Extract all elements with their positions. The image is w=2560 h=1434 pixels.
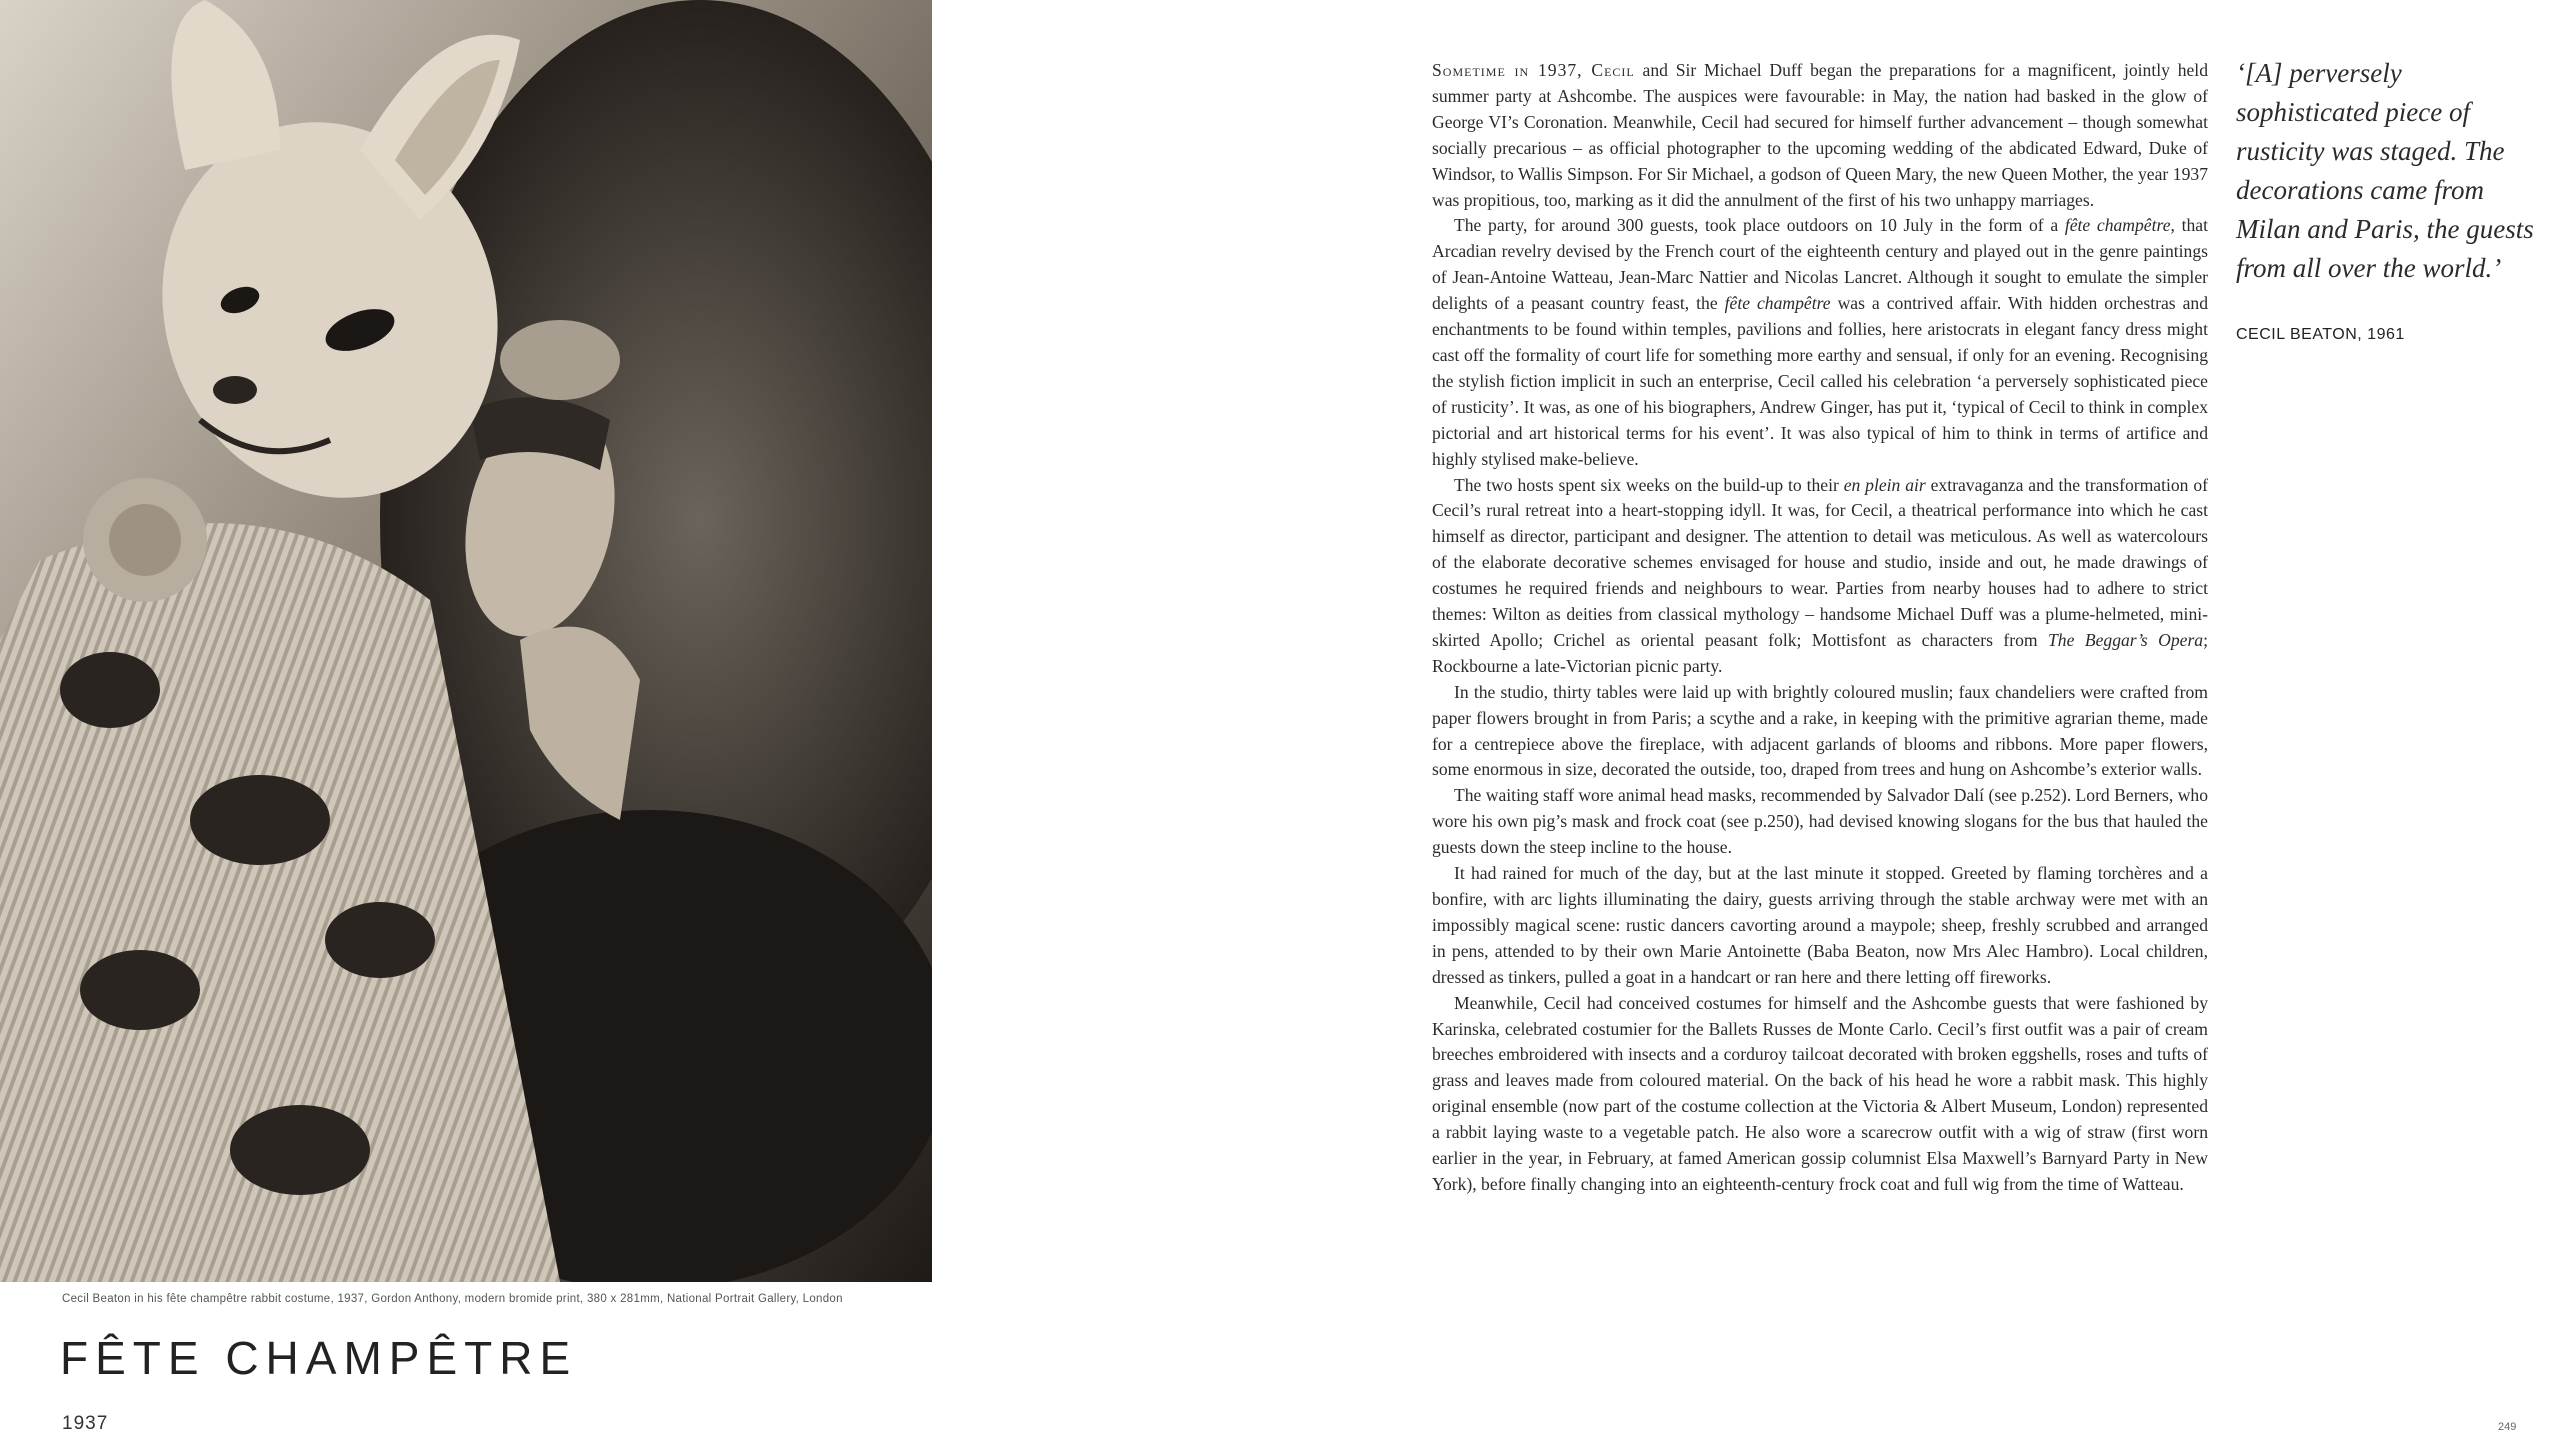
body-paragraph: Meanwhile, Cecil had conceived costumes for himself and the Ashcombe guests that were fashioned by Karinska, celebrated costumier for the Ballets Russes de Monte Carlo. Cecil’s first outfit was a pair of cream breeches embroidered with insects and a corduroy tailcoat decorated with broken eggshells, roses and tufts of grass and leaves made from coloured material. On the back of his head he wore a rabbit mask. This highly original ensemble (now part of the costume collection at the Victoria & Albert Museum, London) represented a rabbit laying waste to a vegetable patch. He also wore a scarecrow outfit with a wig of straw (first worn earlier in the year, in February, at famed American gossip columnist Elsa Maxwell’s Barnyard Party in New York), before finally changing into an eighteenth-century frock coat and full wig from the time of Watteau.: [1432, 992, 2208, 1194]
article-body: [1432, 58, 2208, 1198]
body-paragraph: In the studio, thirty tables were laid up with brightly coloured muslin; faux chandeliers were crafted from paper flowers brought in from Paris; a scythe and a rake, in keeping with the primitive agrarian theme, made for a centrepiece above the fireplace, with adjacent garlands of blooms and ribbons. More paper flowers, some enormous in size, decorated the outside, too, draped from trees and hung on Ashcombe’s exterior walls.: [1432, 681, 2208, 780]
pull-quote-attribution: CECIL BEATON, 1961: [2236, 326, 2405, 343]
body-paragraph: The two hosts spent six weeks on the build-up to their en plein air extravaganza and the transformation of Cecil’s rural retreat into a heart-stopping idyll. It was, for Cecil, a theatrical performance into which he cast himself as director, participant and designer. The attention to detail was meticulous. As well as watercolours of the elaborate decorative schemes envisaged for house and studio, inside and out, he made drawings of costumes he required friends and neighbours to wear. Parties from nearby houses had to adhere to strict themes: Wilton as deities from classical mythology – handsome Michael Duff was a plume-helmeted, mini-skirted Apollo; Crichel as oriental peasant folk; Mottisfont as characters from The Beggar’s Opera; Rockbourne a late-Victorian picnic party.: [1432, 474, 2208, 676]
body-paragraph: It had rained for much of the day, but at the last minute it stopped. Greeted by flaming torchères and a bonfire, with arc lights illuminating the dairy, guests arriving through the stable archway were met with an impossibly magical scene: rustic dancers cavorting around a maypole; sheep, freshly scrubbed and arranged in pens, attended to by their own Marie Antoinette (Baba Beaton, now Mrs Alec Hambro). Local children, dressed as tinkers, pulled a goat in a handcart or ran here and there letting off fireworks.: [1432, 863, 2208, 987]
body-paragraph: The party, for around 300 guests, took place outdoors on 10 July in the form of a fête champêtre, that Arcadian revelry devised by the French court of the eighteenth century and played out in the genre paintings of Jean-Antoine Watteau, Jean-Marc Nattier and Nicolas Lancret. Although it sought to emulate the simpler delights of a peasant country feast, the fête champêtre was a contrived affair. With hidden orchestras and enchantments to be found within temples, pavilions and follies, here aristocrats in elegant fancy dress might cast off the formality of court life for something more earthy and sensual, if only for an evening. Recognising the stylish fiction implicit in such an enterprise, Cecil called his celebration ‘a perversely sophisticated piece of rusticity’. It was, as one of his biographers, Andrew Ginger, has put it, ‘typical of Cecil to think in complex pictorial and art historical terms for his event’. It was also typical of him to think in terms of artifice and highly stylised make-believe.: [1432, 215, 2208, 469]
chapter-title: FÊTE CHAMPÊTRE: [60, 1332, 578, 1384]
page-number: 249: [2498, 1421, 2517, 1433]
body-paragraph: The waiting staff wore animal head masks, recommended by Salvador Dalí (see p.252). Lord Berners, who wore his own pig’s mask and frock coat (see p.250), had devised knowing slogans for the bus that hauled the guests down the steep incline to the house.: [1432, 785, 2208, 858]
rabbit-costume-photograph: [0, 0, 932, 1282]
lead-in-small-caps: Sometime in 1937, Cecil: [1432, 60, 1635, 80]
chapter-year: 1937: [62, 1413, 109, 1434]
pull-quote: ‘[A] perversely sophisticated piece of rusticity was staged. The decorations came from Milan and Paris, the guests from all over the world.’: [2236, 58, 2534, 283]
body-paragraph: Sometime in 1937, Cecil and Sir Michael Duff began the preparations for a magnificent, jointly held summer party at Ashcombe. The auspices were favourable: in May, the nation had basked in the glow of George VI’s Coronation. Meanwhile, Cecil had secured for himself further advancement – though somewhat socially precarious – as official photographer to the upcoming wedding of the abdicated Edward, Duke of Windsor, to Wallis Simpson. For Sir Michael, a godson of Queen Mary, the new Queen Mother, the year 1937 was propitious, too, marking as it did the annulment of the first of his two unhappy marriages.: [1432, 60, 2208, 210]
photo-caption: Cecil Beaton in his fête champêtre rabbit costume, 1937, Gordon Anthony, modern bromide print, 380 x 281mm, National Portrait Gallery, London: [62, 1293, 843, 1305]
